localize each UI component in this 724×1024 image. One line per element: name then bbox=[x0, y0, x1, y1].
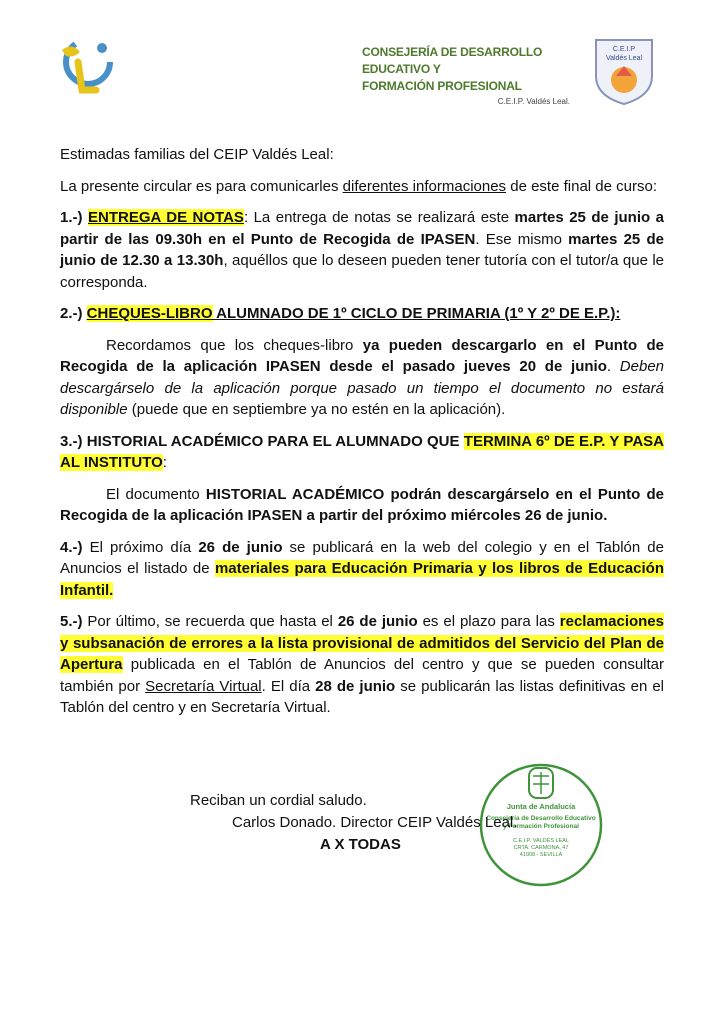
item-3-bold: HISTORIAL ACADÉMICO podrán descargárselo en el Punto de Recogida de la aplicación IPASEN a partir del próximo miércoles 26 de junio. bbox=[60, 485, 664, 524]
item-1-title: ENTREGA DE NOTAS bbox=[87, 209, 244, 226]
circular-body bbox=[60, 144, 664, 729]
item-1-text: , aquéllos que lo deseen pueden tener tutoría con el tutor/a que le corresponda. bbox=[60, 252, 664, 291]
header-institution bbox=[362, 44, 592, 106]
header-title-line1: CONSEJERÍA DE DESARROLLO EDUCATIVO Y bbox=[362, 45, 543, 76]
intro-paragraph bbox=[60, 176, 664, 198]
item-1-number: 1.-) bbox=[60, 209, 88, 226]
stamp-line-6: 41008 - SEVILLA bbox=[519, 852, 563, 858]
item-1-bold-time: martes 25 de junio de 12.30 a 13.30h bbox=[60, 230, 664, 269]
item-1-bold-date: martes 25 de junio a partir de las 09.30h en el Punto de Recogida de IPASEN bbox=[60, 209, 664, 248]
item-2-heading bbox=[60, 303, 664, 325]
item-3-paragraph bbox=[60, 484, 664, 527]
item-5-text: es el plazo para las bbox=[417, 613, 560, 630]
item-2-number: 2.-) bbox=[60, 305, 87, 322]
item-4-text: se publicará en la web del colegio y en el Tablón de Anuncios el listado de bbox=[60, 538, 664, 577]
header-school-name: C.E.I.P. Valdés Leal. bbox=[497, 97, 570, 106]
closing-greeting: Reciban un cordial saludo. bbox=[190, 792, 367, 809]
item-5-number: 5.-) bbox=[60, 613, 83, 630]
item-2-title-rest: ALUMNADO DE 1º CICLO DE PRIMARIA (1º Y 2º DE E.P.): bbox=[212, 305, 621, 322]
intro-text-end: de este final de curso: bbox=[506, 177, 657, 195]
school-logo-left bbox=[52, 32, 122, 98]
item-3-colon: : bbox=[162, 454, 167, 471]
intro-text: La presente circular es para comunicarles bbox=[60, 177, 343, 195]
item-2-bold: ya pueden descargarlo en el Punto de Recogida de la aplicación IPASEN desde el pasado jueves 20 de junio bbox=[60, 336, 664, 375]
item-3-title: 3.-) HISTORIAL ACADÉMICO PARA EL ALUMNADO QUE bbox=[60, 432, 464, 450]
stamp-line-5: CRTA. CARMONA, 47 bbox=[513, 845, 569, 851]
school-badge-logo bbox=[592, 36, 656, 106]
badge-text-1: C.E.I.P bbox=[612, 46, 636, 53]
director-name: Carlos Donado. Director CEIP Valdés Leal. bbox=[232, 814, 518, 831]
item-2-text: . bbox=[606, 358, 620, 375]
item-5-claims bbox=[60, 611, 664, 719]
item-3-highlight: TERMINA 6º DE E.P. Y PASA AL INSTITUTO bbox=[60, 432, 664, 471]
item-3-text: El documento bbox=[106, 485, 206, 503]
item-5-date: 26 de junio bbox=[337, 613, 418, 630]
item-2-text: (puede que en septiembre ya no estén en la aplicación). bbox=[127, 401, 506, 418]
item-4-materials bbox=[60, 537, 664, 602]
item-5-text: Por último, se recuerda que hasta el bbox=[82, 613, 338, 630]
item-1-text: . Ese mismo bbox=[475, 230, 569, 248]
item-4-text: El próximo día bbox=[82, 538, 199, 556]
item-1-grades bbox=[60, 207, 664, 293]
item-2-italic: Deben descargárselo de la aplicación porque pasado un tiempo el documento no estará disponible bbox=[60, 358, 664, 418]
item-4-highlight: materiales para Educación Primaria y los libros de Educación Infantil. bbox=[60, 560, 664, 599]
item-2-title: CHEQUES-LIBRO bbox=[86, 305, 213, 322]
item-2-text: Recordamos que los cheques-libro bbox=[106, 336, 363, 354]
item-4-date: 26 de junio bbox=[198, 538, 283, 556]
item-4-number: 4.-) bbox=[60, 538, 83, 556]
stamp-line-3: y Formación Profesional bbox=[503, 823, 579, 830]
item-2-paragraph bbox=[60, 335, 664, 421]
item-5-highlight: reclamaciones y subsanación de errores a la lista provisional de admitidos del Servicio del Plan de Apertura bbox=[60, 613, 664, 673]
item-5-date-2: 28 de junio bbox=[315, 677, 396, 695]
badge-text-2: Valdés Leal bbox=[605, 55, 643, 62]
item-1-text: : La entrega de notas se realizará este bbox=[243, 209, 515, 226]
recipients: A X TODAS bbox=[320, 836, 401, 853]
item-5-text: se publicarán las listas definitivas en el Tablón del centro y en Secretaría Virtual. bbox=[60, 677, 664, 716]
item-5-text: publicada en el Tablón de Anuncios del centro y que se pueden consultar también por bbox=[60, 656, 664, 695]
stamp-line-4: C.E.I.P. VALDÉS LEAL bbox=[512, 838, 570, 844]
stamp-line-2: Consejería de Desarrollo Educativo bbox=[486, 815, 596, 822]
greeting: Estimadas familias del CEIP Valdés Leal: bbox=[60, 146, 334, 163]
item-5-text: . El día bbox=[261, 677, 316, 695]
secretaria-virtual-link: Secretaría Virtual bbox=[145, 677, 262, 695]
item-3-heading bbox=[60, 431, 664, 474]
intro-underlined: diferentes informaciones bbox=[342, 177, 507, 195]
header-title-line2: FORMACIÓN PROFESIONAL bbox=[362, 79, 522, 93]
stamp-line-1: Junta de Andalucía bbox=[506, 802, 576, 811]
